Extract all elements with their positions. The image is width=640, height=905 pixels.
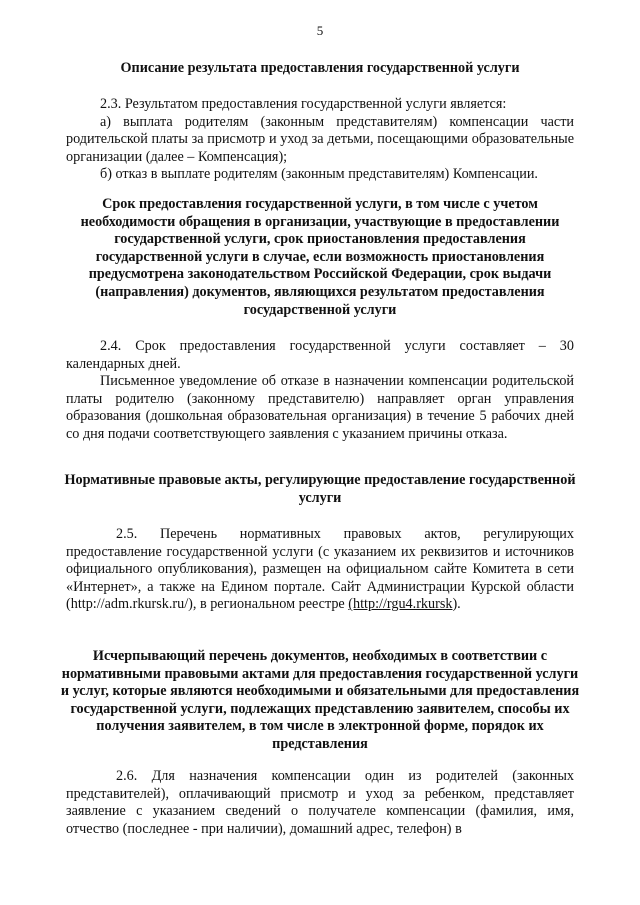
section-result-body — [66, 96, 574, 184]
paragraph-2-3-b: б) отказ в выплате родителям (законным представителям) Компенсации. — [100, 166, 538, 183]
section-documents-body — [66, 768, 574, 838]
section-heading-documents: Исчерпывающий перечень документов, необходимых в соответствии с нормативными правовыми актами для предоставления государственной услуги и услуг, которые являются необходимыми и обязательными для предоставления государственной услуги, подлежащих представлению заявителем, способы их получения заявителем, в том числе в электронной форме, порядок их представления — [60, 648, 580, 752]
section-heading-legal-acts: Нормативные правовые акты, регулирующие предоставление государственной услуги — [64, 472, 576, 506]
paragraph-2-5 — [66, 526, 574, 614]
paragraph-2-6: 2.6. Для назначения компенсации один из родителей (законных представителей), оплачивающий присмотр и уход за ребенком, представляет заявление с указанием сведений о получателе компенсации (фамилия, имя, отчество (последнее - при наличии), домашний адрес, телефон) в — [66, 768, 574, 837]
paragraph-refusal-notice: Письменное уведомление об отказе в назначении компенсации родительской платы родителю (законному представителю) направляет орган управления образования (дошкольная образовательная организация) в течение 5 рабочих дней со дня подачи соответствующего заявления с указанием причины отказа. — [66, 373, 574, 442]
rgu4-link[interactable]: (http://rgu4.rkursk — [348, 596, 453, 613]
section-heading-result: Описание результата предоставления государственной услуги — [120, 60, 520, 76]
section-legal-acts-body — [66, 526, 574, 614]
paragraph-2-3: 2.3. Результатом предоставления государственной услуги является: — [100, 96, 507, 112]
section-heading-term: Срок предоставления государственной услуги, в том числе с учетом необходимости обращения в организации, участвующие в предоставлении государственной услуги, срок приостановления предоставления государственной услуги в случае, если возможность приостановления предусмотрена законодательством Российской Федерации, срок выдачи (направления) документов, являющихся результатом предоставления государственной услуги — [80, 196, 560, 318]
paragraph-2-5-tail: ). — [452, 596, 461, 613]
paragraph-2-4: 2.4. Срок предоставления государственной услуги составляет – 30 календарных дней. — [66, 338, 574, 372]
paragraph-2-5-text: 2.5. Перечень нормативных правовых актов, регулирующих предоставление государственной услуги (с указанием их реквизитов и источников официального опубликования), размещен на официальном сайте Комитета в сети «Интернет», а также на Едином портале. Сайт Администрации Курской области (http://adm.rkursk.ru/), в региональном реестре — [66, 526, 574, 613]
page-number: 5 — [316, 23, 324, 38]
section-term-body — [66, 338, 574, 444]
paragraph-2-3-a: а) выплата родителям (законным представителям) компенсации части родительской платы за присмотр и уход за детьми, посещающими образовательные организации (далее – Компенсация); — [66, 113, 574, 165]
